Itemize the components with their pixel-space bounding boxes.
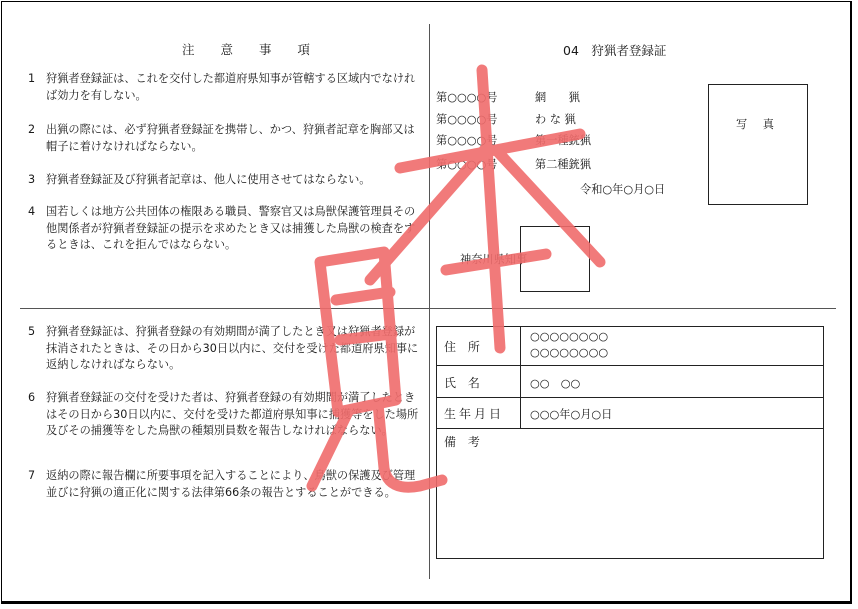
note-item: 1 狩猟者登録証は、これを交付した都道府県知事が管轄する区域内でなければ効力を有しない。 [28,72,416,102]
photo-label: 写 真 [736,118,780,131]
address-line-2: ○○○○○○○○ [530,346,609,359]
license-type: 第二種銃猟 [535,158,591,171]
license-number: 第○○○○号 [436,113,498,126]
note-item: 2 出猟の際には、必ず狩猟者登録証を携帯し、かつ、狩猟者記章を胸部又は帽子に着けなければならない。 [28,123,415,153]
notes-title: 注 意 事 項 [182,42,321,57]
center-divider-vertical [429,24,430,579]
birthdate-value: ○○○年○月○日 [530,408,613,421]
license-number: 第○○○○号 [436,91,498,104]
note-item: 5 狩猟者登録証は、狩猟者登録の有効期間が満了したとき又は狩猟者登録が抹消されたときは、その日から30日以内に、交付を受けた都道府県知事に返納しなければならない。 [28,325,419,371]
birthdate-label: 生年月日 [444,407,505,421]
license-number: 第○○○○号 [436,134,498,147]
address-line-1: ○○○○○○○○ [530,330,609,343]
holder-info-table [436,326,824,559]
note-item: 3 狩猟者登録証及び狩猟者記章は、他人に使用させてはならない。 [28,173,371,186]
note-item: 7 返納の際に報告欄に所要事項を記入することにより、鳥獣の保護及び管理並びに狩猟の適正化に関する法律第66条の報告とすることができる。 [28,469,416,499]
table-row-divider [437,428,823,429]
card-title: 04 狩猟者登録証 [563,43,667,58]
seal-box [520,226,590,292]
table-row-divider [437,365,823,366]
remarks-label: 備 考 [444,435,484,449]
center-divider-horizontal [20,308,836,309]
name-value: ○○ ○○ [530,377,581,390]
note-item: 4 国若しくは地方公共団体の権限ある職員、警察官又は鳥獣保護管理員その他関係者が狩猟者登録証の提示を求めたとき又は捕獲した鳥獣の検査をするときは、これを拒んではならない。 [28,205,416,251]
note-item: 6 狩猟者登録証の交付を受けた者は、狩猟者登録の有効期間が満了したときはその日から30日以内に、交付を受けた都道府県知事に捕獲等をした場所及びその捕獲等をした鳥獣の種類別員数を報告しなければならない。 [28,391,419,437]
license-type: 網 猟 [535,91,580,104]
name-label: 氏 名 [444,376,484,390]
address-label: 住 所 [444,340,484,354]
table-row-divider [437,397,823,398]
issuer-label: 神奈川県知事 [460,253,528,266]
license-number: 第○○○○号 [436,158,498,171]
license-type: 第一種銃猟 [535,134,591,147]
license-type: わ な 猟 [535,113,576,126]
photo-box [708,84,808,205]
table-column-divider [520,327,521,429]
issue-date: 令和○年○月○日 [580,183,666,196]
